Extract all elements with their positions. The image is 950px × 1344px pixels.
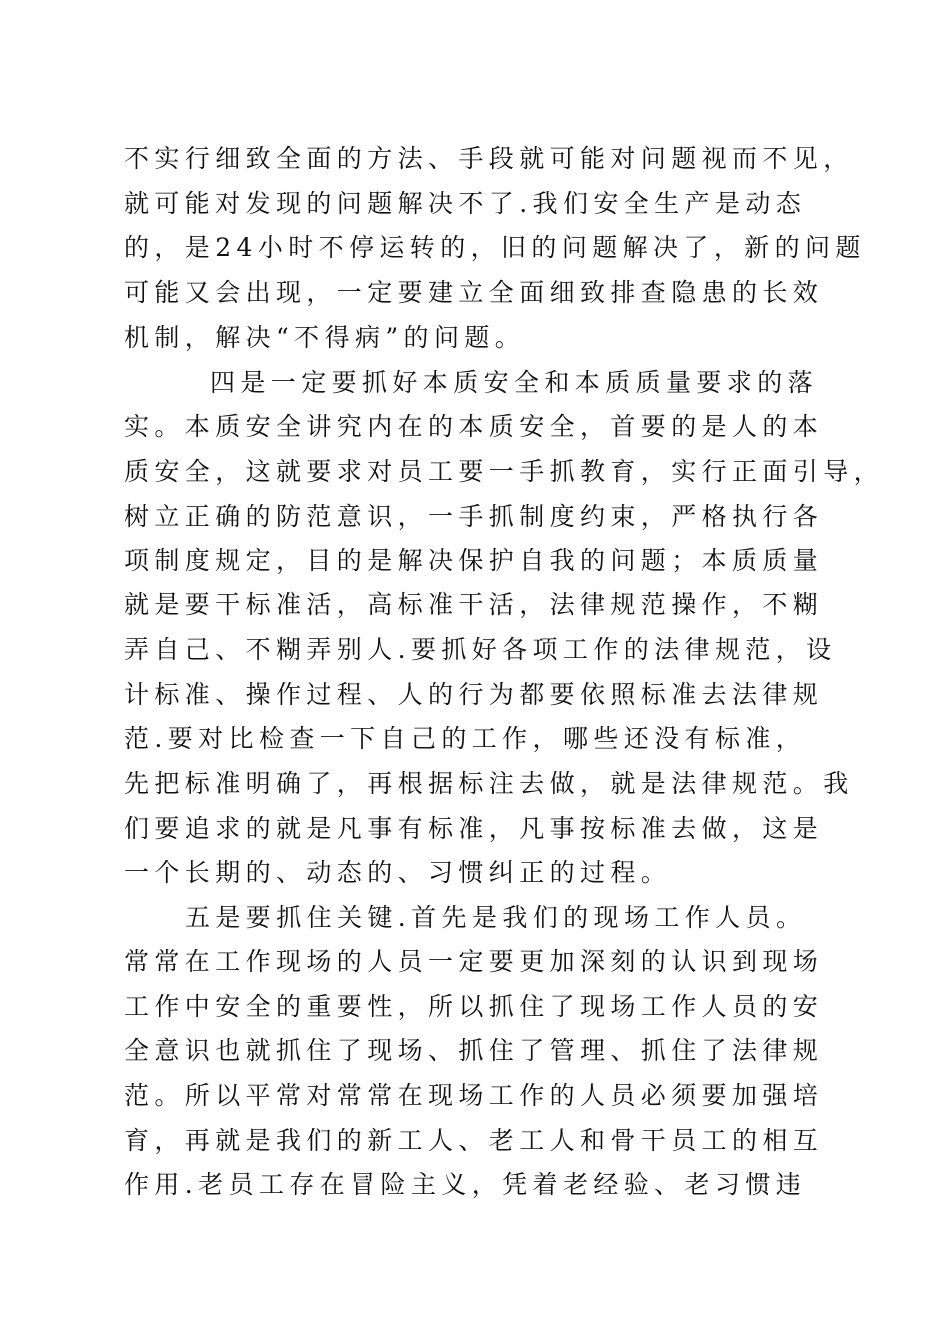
paragraph-start-line: 五是要抓住关键.首先是我们的现场工作人员。 [185, 903, 807, 932]
text-line: 可能又会出现，一定要建立全面细致排查隐患的长效 [124, 278, 824, 307]
text-line: 不实行细致全面的方法、手段就可能对问题视而不见， [124, 144, 854, 173]
text-line: 就可能对发现的问题解决不了.我们安全生产是动态 [124, 189, 807, 218]
paragraph-start-line: 四是一定要抓好本质安全和本质质量要求的落 [210, 368, 819, 397]
text-line: 先把标准明确了，再根据标注去做，就是法律规范。我 [124, 769, 854, 798]
text-line: 工作中安全的重要性，所以抓住了现场工作人员的安 [124, 992, 824, 1021]
text-line: 的，是24小时不停运转的，旧的问题解决了，新的问题 [124, 233, 866, 262]
text-line: 树立正确的防范意识，一手抓制度约束，严格执行各 [124, 502, 824, 531]
text-line: 项制度规定，目的是解决保护自我的问题；本质质量 [124, 546, 824, 575]
text-line: 机制，解决“不得病”的问题。 [124, 323, 526, 352]
text-line: 范.要对比检查一下自己的工作，哪些还没有标准， [124, 724, 807, 753]
text-line: 作用.老员工存在冒险主义，凭着老经验、老习惯违 [124, 1170, 807, 1199]
text-line: 计标准、操作过程、人的行为都要依照标准去法律规 [124, 680, 824, 709]
text-line: 全意识也就抓住了现场、抓住了管理、抓住了法律规 [124, 1036, 824, 1065]
text-line: 弄自己、不糊弄别人.要抓好各项工作的法律规范，设 [124, 635, 837, 664]
text-line: 一个长期的、动态的、习惯纠正的过程。 [124, 858, 672, 887]
text-line: 实。本质安全讲究内在的本质安全，首要的是人的本 [124, 412, 824, 441]
text-line: 就是要干标准活，高标准干活，法律规范操作，不糊 [124, 590, 824, 619]
text-line: 常常在工作现场的人员一定要更加深刻的认识到现场 [124, 947, 824, 976]
text-line: 们要追求的就是凡事有标准，凡事按标准去做，这是 [124, 814, 824, 843]
text-line: 质安全，这就要求对员工要一手抓教育，实行正面引导， [124, 457, 885, 486]
text-line: 范。所以平常对常常在现场工作的人员必须要加强培 [124, 1081, 824, 1110]
text-line: 育，再就是我们的新工人、老工人和骨干员工的相互 [124, 1126, 824, 1155]
